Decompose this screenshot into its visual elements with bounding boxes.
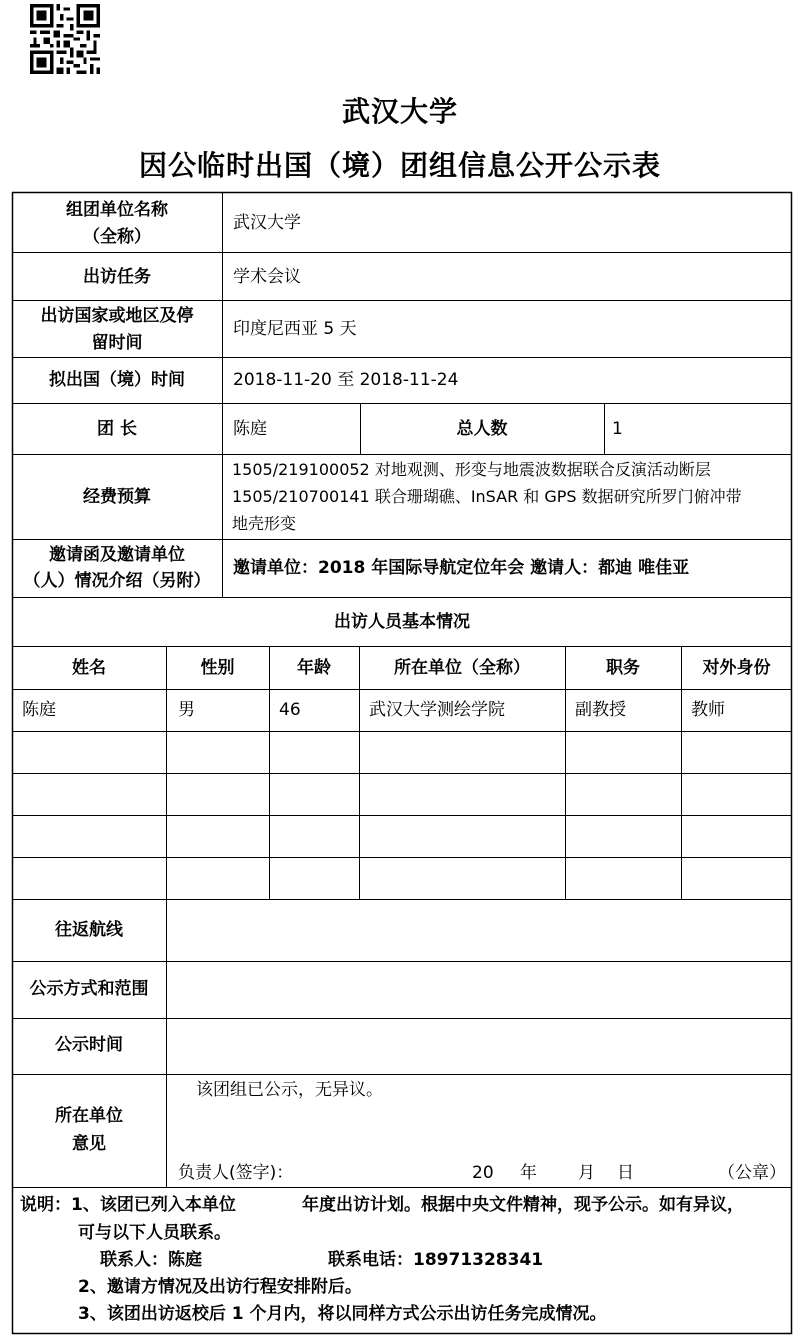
members-section-title: 出访人员基本情况 — [334, 612, 470, 632]
org-name-value: 武汉大学 — [233, 213, 301, 233]
country-sublabel: 留时间 — [91, 333, 143, 353]
university-title: 武汉大学 — [341, 95, 458, 128]
budget-line-3: 地壳形变 — [232, 514, 297, 533]
leader-label: 团 长 — [97, 419, 137, 439]
contact-phone: 联系电话：18971328341 — [328, 1250, 544, 1270]
seal-label: （公章） — [718, 1163, 786, 1183]
leader-value: 陈庭 — [233, 419, 267, 439]
budget-line-1: 1505/219100052 对地观测、形变与地震波数据联合反演活动断层 — [232, 460, 711, 479]
note-line-1a: 说明：1、该团已列入本单位 — [20, 1195, 236, 1215]
col-header-age: 年龄 — [297, 658, 331, 678]
opinion-sublabel: 意见 — [72, 1134, 106, 1154]
date-month-label: 月 — [578, 1163, 595, 1183]
total-count-value: 1 — [612, 419, 623, 439]
member-position: 副教授 — [575, 700, 626, 720]
date-century: 20 — [472, 1163, 494, 1183]
task-value: 学术会议 — [233, 267, 301, 287]
col-header-gender: 性别 — [200, 658, 235, 678]
departure-date-value: 2018-11-20 至 2018-11-24 — [233, 370, 459, 390]
note-line-5: 3、该团出访返校后 1 个月内，将以同样方式公示出访任务完成情况。 — [78, 1304, 607, 1324]
form-title: 因公临时出国（境）团组信息公开公示表 — [138, 149, 661, 182]
date-day-label: 日 — [617, 1163, 634, 1183]
route-label: 往返航线 — [55, 920, 123, 940]
note-line-4: 2、邀请方情况及出访行程安排附后。 — [78, 1277, 362, 1297]
member-age: 46 — [279, 700, 301, 720]
member-identity: 教师 — [691, 700, 725, 720]
member-name: 陈庭 — [22, 700, 56, 720]
publicity-method-label: 公示方式和范围 — [29, 979, 149, 999]
invitation-sublabel: （人）情况介绍（另附） — [23, 571, 211, 591]
opinion-label: 所在单位 — [55, 1106, 123, 1126]
opinion-text: 该团组已公示，无异议。 — [196, 1080, 383, 1100]
date-year-label: 年 — [520, 1163, 537, 1183]
note-line-2: 可与以下人员联系。 — [78, 1223, 231, 1243]
col-header-name: 姓名 — [72, 658, 106, 678]
total-count-label: 总人数 — [456, 419, 508, 439]
org-name-sublabel: （全称） — [83, 227, 151, 247]
member-unit: 武汉大学测绘学院 — [369, 700, 505, 720]
country-value: 印度尼西亚 5 天 — [233, 319, 357, 339]
invitation-value: 邀请单位：2018 年国际导航定位年会 邀请人：都迪 唯佳亚 — [233, 558, 690, 578]
departure-date-label: 拟出国（境）时间 — [49, 370, 185, 390]
publicity-time-label: 公示时间 — [55, 1035, 123, 1055]
col-header-unit: 所在单位（全称） — [394, 658, 530, 678]
signer-label: 负责人(签字)： — [178, 1163, 294, 1183]
member-gender: 男 — [178, 700, 195, 720]
col-header-position: 职务 — [606, 658, 640, 678]
col-header-identity: 对外身份 — [702, 658, 771, 678]
country-label: 出访国家或地区及停 — [40, 306, 194, 326]
invitation-label: 邀请函及邀请单位 — [49, 545, 185, 565]
org-name-label: 组团单位名称 — [66, 200, 168, 220]
contact-person: 联系人：陈庭 — [100, 1250, 202, 1270]
note-line-1b: 年度出访计划。根据中央文件精神，现予公示。如有异议， — [302, 1195, 744, 1215]
task-label: 出访任务 — [83, 267, 151, 287]
budget-label: 经费预算 — [83, 487, 151, 507]
budget-line-2: 1505/210700141 联合珊瑚礁、InSAR 和 GPS 数据研究所罗门俯冲带 — [232, 487, 742, 506]
